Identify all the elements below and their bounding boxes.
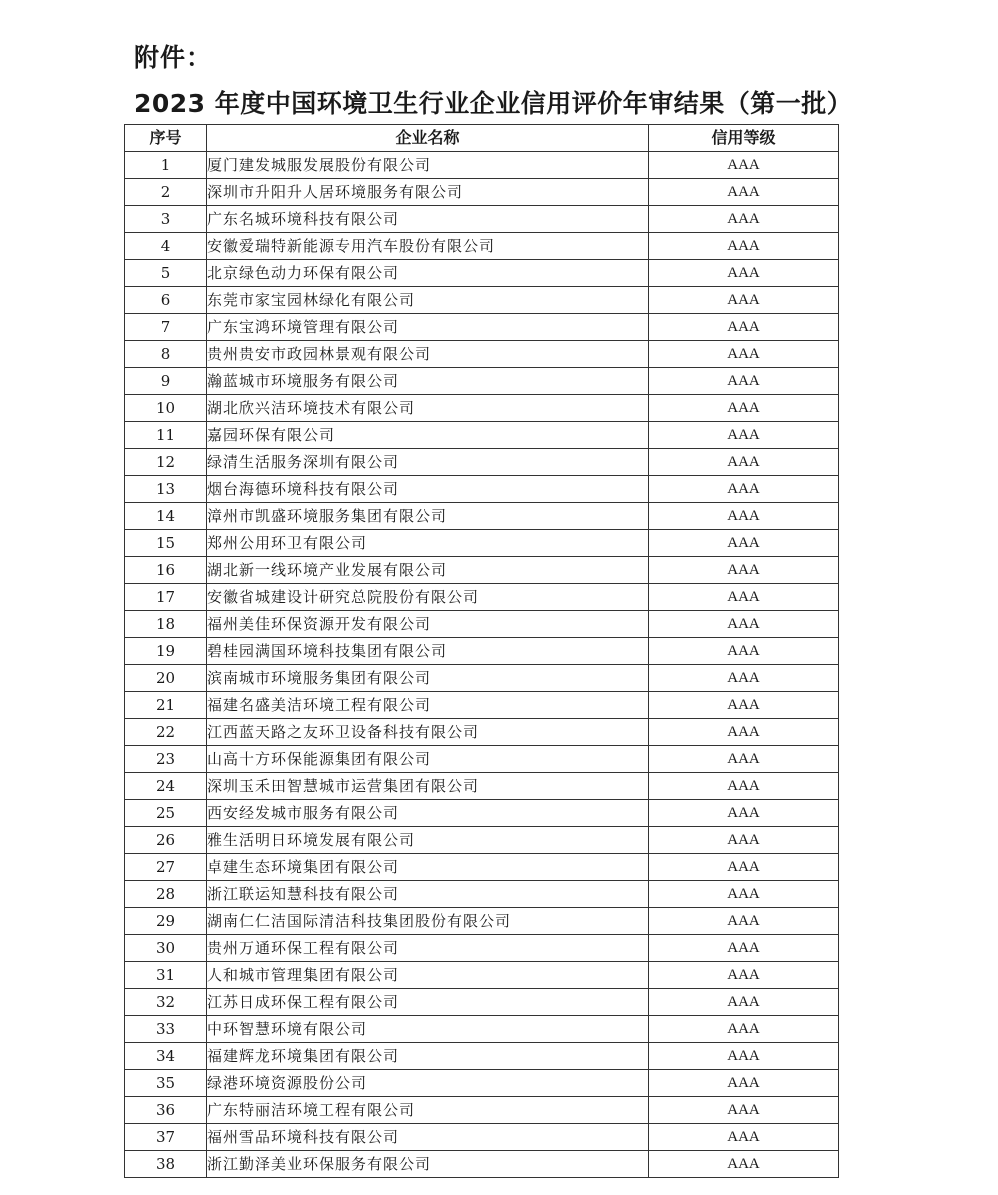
row-credit-grade: AAA	[649, 1043, 839, 1070]
row-index: 22	[125, 719, 207, 746]
row-company-name: 贵州贵安市政园林景观有限公司	[207, 341, 649, 368]
row-company-name: 北京绿色动力环保有限公司	[207, 260, 649, 287]
row-credit-grade: AAA	[649, 233, 839, 260]
table-row	[125, 260, 839, 287]
row-credit-grade: AAA	[649, 1151, 839, 1178]
table-row	[125, 422, 839, 449]
table-row	[125, 881, 839, 908]
row-company-name: 漳州市凯盛环境服务集团有限公司	[207, 503, 649, 530]
row-index: 18	[125, 611, 207, 638]
row-company-name: 深圳玉禾田智慧城市运营集团有限公司	[207, 773, 649, 800]
row-company-name: 嘉园环保有限公司	[207, 422, 649, 449]
row-credit-grade: AAA	[649, 449, 839, 476]
table-row	[125, 179, 839, 206]
table-row	[125, 287, 839, 314]
table-row	[125, 746, 839, 773]
row-company-name: 绿港环境资源股份公司	[207, 1070, 649, 1097]
row-company-name: 滨南城市环境服务集团有限公司	[207, 665, 649, 692]
row-index: 7	[125, 314, 207, 341]
row-index: 8	[125, 341, 207, 368]
table-row	[125, 962, 839, 989]
row-company-name: 广东名城环境科技有限公司	[207, 206, 649, 233]
row-index: 17	[125, 584, 207, 611]
table-row	[125, 692, 839, 719]
table-row	[125, 1097, 839, 1124]
row-company-name: 浙江联运知慧科技有限公司	[207, 881, 649, 908]
row-credit-grade: AAA	[649, 1070, 839, 1097]
row-index: 34	[125, 1043, 207, 1070]
row-index: 6	[125, 287, 207, 314]
row-company-name: 贵州万通环保工程有限公司	[207, 935, 649, 962]
credit-results-table	[124, 124, 839, 1178]
row-company-name: 西安经发城市服务有限公司	[207, 800, 649, 827]
row-index: 13	[125, 476, 207, 503]
row-company-name: 人和城市管理集团有限公司	[207, 962, 649, 989]
row-credit-grade: AAA	[649, 368, 839, 395]
row-credit-grade: AAA	[649, 341, 839, 368]
table-row	[125, 1151, 839, 1178]
row-company-name: 江西蓝天路之友环卫设备科技有限公司	[207, 719, 649, 746]
row-credit-grade: AAA	[649, 638, 839, 665]
row-index: 24	[125, 773, 207, 800]
attachment-label: 附件：	[134, 43, 213, 72]
row-credit-grade: AAA	[649, 503, 839, 530]
document-title: 2023 年度中国环境卫生行业企业信用评价年审结果（第一批）	[134, 89, 853, 118]
row-credit-grade: AAA	[649, 854, 839, 881]
row-company-name: 安徽省城建设计研究总院股份有限公司	[207, 584, 649, 611]
row-credit-grade: AAA	[649, 935, 839, 962]
table-row	[125, 233, 839, 260]
table-row	[125, 152, 839, 179]
row-index: 11	[125, 422, 207, 449]
table-row	[125, 935, 839, 962]
table-row	[125, 989, 839, 1016]
row-index: 23	[125, 746, 207, 773]
row-index: 3	[125, 206, 207, 233]
row-credit-grade: AAA	[649, 395, 839, 422]
row-index: 31	[125, 962, 207, 989]
row-index: 15	[125, 530, 207, 557]
row-credit-grade: AAA	[649, 908, 839, 935]
header-company-name: 企业名称	[207, 125, 649, 152]
row-company-name: 卓建生态环境集团有限公司	[207, 854, 649, 881]
row-company-name: 湖北欣兴洁环境技术有限公司	[207, 395, 649, 422]
row-company-name: 碧桂园满国环境科技集团有限公司	[207, 638, 649, 665]
row-index: 12	[125, 449, 207, 476]
row-company-name: 福建辉龙环境集团有限公司	[207, 1043, 649, 1070]
table-row	[125, 503, 839, 530]
row-index: 38	[125, 1151, 207, 1178]
row-credit-grade: AAA	[649, 179, 839, 206]
row-company-name: 福建名盛美洁环境工程有限公司	[207, 692, 649, 719]
row-company-name: 烟台海德环境科技有限公司	[207, 476, 649, 503]
table-row	[125, 314, 839, 341]
row-company-name: 瀚蓝城市环境服务有限公司	[207, 368, 649, 395]
row-index: 5	[125, 260, 207, 287]
row-company-name: 江苏日成环保工程有限公司	[207, 989, 649, 1016]
row-index: 25	[125, 800, 207, 827]
row-index: 32	[125, 989, 207, 1016]
table-row	[125, 827, 839, 854]
row-credit-grade: AAA	[649, 692, 839, 719]
row-credit-grade: AAA	[649, 557, 839, 584]
row-credit-grade: AAA	[649, 881, 839, 908]
row-index: 16	[125, 557, 207, 584]
row-company-name: 东莞市家宝园林绿化有限公司	[207, 287, 649, 314]
table-row	[125, 1124, 839, 1151]
row-credit-grade: AAA	[649, 800, 839, 827]
row-credit-grade: AAA	[649, 1016, 839, 1043]
row-credit-grade: AAA	[649, 827, 839, 854]
row-credit-grade: AAA	[649, 611, 839, 638]
table-body	[125, 152, 839, 1178]
row-credit-grade: AAA	[649, 422, 839, 449]
row-index: 33	[125, 1016, 207, 1043]
header-index: 序号	[125, 125, 207, 152]
row-credit-grade: AAA	[649, 989, 839, 1016]
row-index: 9	[125, 368, 207, 395]
row-company-name: 郑州公用环卫有限公司	[207, 530, 649, 557]
row-credit-grade: AAA	[649, 1124, 839, 1151]
row-index: 19	[125, 638, 207, 665]
table-row	[125, 773, 839, 800]
row-index: 4	[125, 233, 207, 260]
row-credit-grade: AAA	[649, 206, 839, 233]
row-credit-grade: AAA	[649, 1097, 839, 1124]
table-row	[125, 908, 839, 935]
row-credit-grade: AAA	[649, 314, 839, 341]
table-row	[125, 854, 839, 881]
row-company-name: 中环智慧环境有限公司	[207, 1016, 649, 1043]
row-index: 35	[125, 1070, 207, 1097]
row-index: 10	[125, 395, 207, 422]
table-row	[125, 1043, 839, 1070]
row-index: 36	[125, 1097, 207, 1124]
table-row	[125, 1070, 839, 1097]
row-company-name: 湖南仁仁洁国际清洁科技集团股份有限公司	[207, 908, 649, 935]
table-row	[125, 476, 839, 503]
row-index: 28	[125, 881, 207, 908]
table-row	[125, 449, 839, 476]
row-credit-grade: AAA	[649, 962, 839, 989]
row-index: 14	[125, 503, 207, 530]
row-company-name: 福州美佳环保资源开发有限公司	[207, 611, 649, 638]
row-credit-grade: AAA	[649, 476, 839, 503]
row-index: 30	[125, 935, 207, 962]
row-company-name: 浙江勤泽美业环保服务有限公司	[207, 1151, 649, 1178]
row-credit-grade: AAA	[649, 746, 839, 773]
row-index: 2	[125, 179, 207, 206]
row-index: 26	[125, 827, 207, 854]
row-credit-grade: AAA	[649, 260, 839, 287]
table-row	[125, 530, 839, 557]
table-row	[125, 341, 839, 368]
row-company-name: 山高十方环保能源集团有限公司	[207, 746, 649, 773]
row-company-name: 广东宝鸿环境管理有限公司	[207, 314, 649, 341]
row-company-name: 安徽爱瑞特新能源专用汽车股份有限公司	[207, 233, 649, 260]
table-row	[125, 638, 839, 665]
table-row	[125, 665, 839, 692]
table-row	[125, 611, 839, 638]
table-row	[125, 395, 839, 422]
row-credit-grade: AAA	[649, 287, 839, 314]
row-company-name: 雅生活明日环境发展有限公司	[207, 827, 649, 854]
table-row	[125, 719, 839, 746]
row-index: 1	[125, 152, 207, 179]
row-index: 37	[125, 1124, 207, 1151]
row-credit-grade: AAA	[649, 152, 839, 179]
row-credit-grade: AAA	[649, 530, 839, 557]
table-row	[125, 368, 839, 395]
row-company-name: 厦门建发城服发展股份有限公司	[207, 152, 649, 179]
row-credit-grade: AAA	[649, 773, 839, 800]
table-header-row	[125, 125, 839, 152]
table-row	[125, 584, 839, 611]
row-credit-grade: AAA	[649, 665, 839, 692]
table-row	[125, 1016, 839, 1043]
row-index: 29	[125, 908, 207, 935]
row-company-name: 福州雪品环境科技有限公司	[207, 1124, 649, 1151]
row-company-name: 广东特丽洁环境工程有限公司	[207, 1097, 649, 1124]
table-row	[125, 206, 839, 233]
header-credit-grade: 信用等级	[649, 125, 839, 152]
table-row	[125, 557, 839, 584]
row-credit-grade: AAA	[649, 719, 839, 746]
row-credit-grade: AAA	[649, 584, 839, 611]
row-index: 27	[125, 854, 207, 881]
row-company-name: 湖北新一线环境产业发展有限公司	[207, 557, 649, 584]
table-row	[125, 800, 839, 827]
row-index: 20	[125, 665, 207, 692]
row-company-name: 绿清生活服务深圳有限公司	[207, 449, 649, 476]
row-index: 21	[125, 692, 207, 719]
row-company-name: 深圳市升阳升人居环境服务有限公司	[207, 179, 649, 206]
